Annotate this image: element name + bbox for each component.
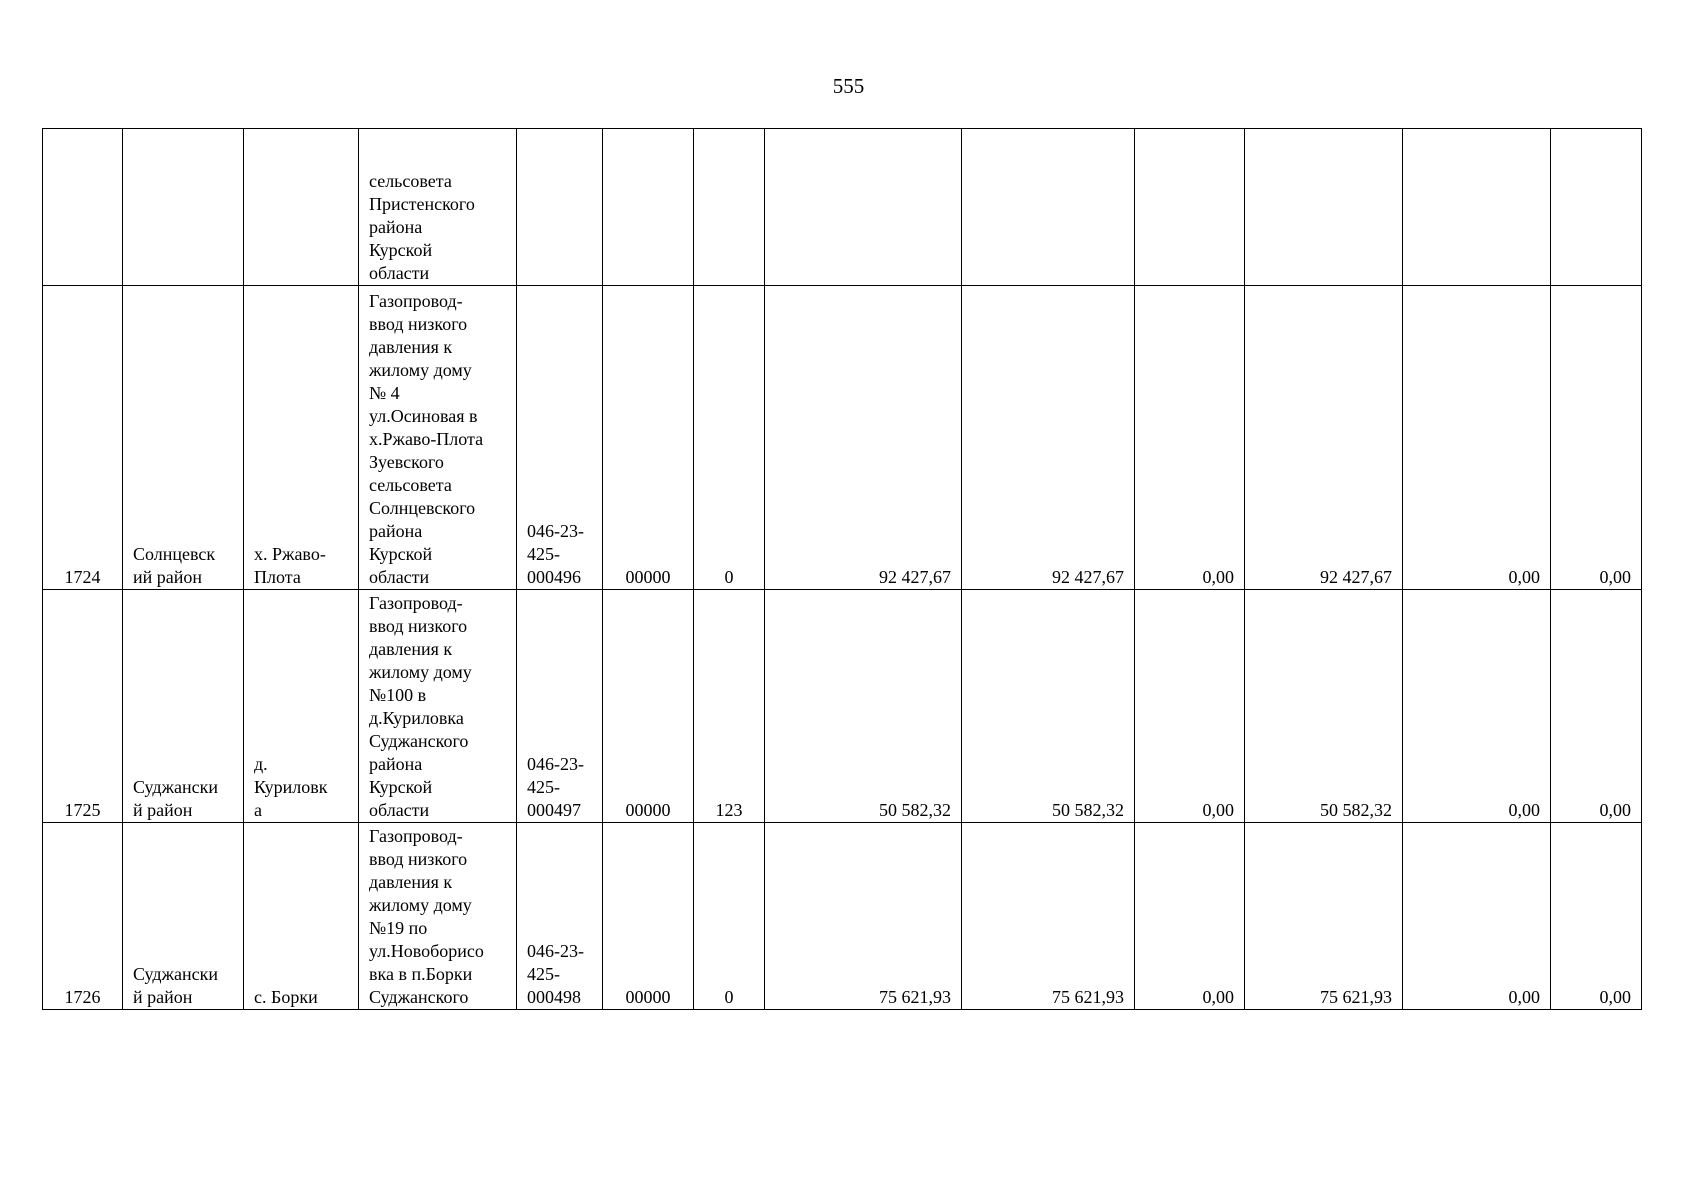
table-row (43, 286, 1642, 590)
value-cell: 0,00 (1403, 823, 1551, 1010)
value-cell: 50 582,32 (962, 590, 1135, 823)
row-number (43, 129, 123, 286)
quantity-cell: 0 (694, 286, 765, 590)
code-cell: 00000 (603, 286, 694, 590)
row-number: 1725 (43, 590, 123, 823)
locality-cell: с. Борки (244, 823, 359, 1010)
page-number: 555 (832, 74, 865, 98)
quantity-cell: 0 (694, 823, 765, 1010)
quantity-cell: 123 (694, 590, 765, 823)
value-cell (1135, 129, 1245, 286)
value-cell: 50 582,32 (1245, 590, 1403, 823)
value-cell: 0,00 (1551, 590, 1642, 823)
value-cell (1245, 129, 1403, 286)
value-cell: 92 427,67 (962, 286, 1135, 590)
object-name-cell: Газопровод- ввод низкого давления к жилому дому № 4 ул.Осиновая в х.Ржаво-Плота Зуевского сельсовета Солнцевского района Курской области (359, 286, 517, 590)
value-cell (1551, 129, 1642, 286)
value-cell (962, 129, 1135, 286)
cadastral-code-cell (517, 129, 603, 286)
cadastral-code-cell: 046-23- 425- 000497 (517, 590, 603, 823)
code-cell (603, 129, 694, 286)
table-row (43, 590, 1642, 823)
locality-cell: д. Куриловк а (244, 590, 359, 823)
locality-cell: х. Ржаво- Плота (244, 286, 359, 590)
value-cell: 0,00 (1403, 286, 1551, 590)
value-cell (765, 129, 962, 286)
district-cell: Суджански й район (123, 823, 244, 1010)
locality-cell (244, 129, 359, 286)
value-cell: 75 621,93 (962, 823, 1135, 1010)
cadastral-code-cell: 046-23- 425- 000498 (517, 823, 603, 1010)
value-cell (1403, 129, 1551, 286)
district-cell: Солнцевск ий район (123, 286, 244, 590)
table-row (43, 129, 1642, 286)
value-cell: 0,00 (1403, 590, 1551, 823)
cadastral-code-cell: 046-23- 425- 000496 (517, 286, 603, 590)
code-cell: 00000 (603, 823, 694, 1010)
quantity-cell (694, 129, 765, 286)
district-cell (123, 129, 244, 286)
object-name-cell: Газопровод- ввод низкого давления к жилому дому №19 по ул.Новоборисо вка в п.Борки Суджанского (359, 823, 517, 1010)
object-name-cell: Газопровод- ввод низкого давления к жилому дому №100 в д.Куриловка Суджанского района Курской области (359, 590, 517, 823)
code-cell: 00000 (603, 590, 694, 823)
value-cell: 92 427,67 (765, 286, 962, 590)
value-cell: 0,00 (1551, 286, 1642, 590)
value-cell: 75 621,93 (1245, 823, 1403, 1010)
value-cell: 0,00 (1135, 286, 1245, 590)
object-name-cell: сельсовета Пристенского района Курской области (359, 129, 517, 286)
value-cell: 0,00 (1135, 590, 1245, 823)
row-number: 1726 (43, 823, 123, 1010)
value-cell: 0,00 (1135, 823, 1245, 1010)
value-cell: 0,00 (1551, 823, 1642, 1010)
registry-table (42, 128, 1642, 1010)
table-row (43, 823, 1642, 1010)
district-cell: Суджански й район (123, 590, 244, 823)
value-cell: 50 582,32 (765, 590, 962, 823)
row-number: 1724 (43, 286, 123, 590)
value-cell: 75 621,93 (765, 823, 962, 1010)
value-cell: 92 427,67 (1245, 286, 1403, 590)
